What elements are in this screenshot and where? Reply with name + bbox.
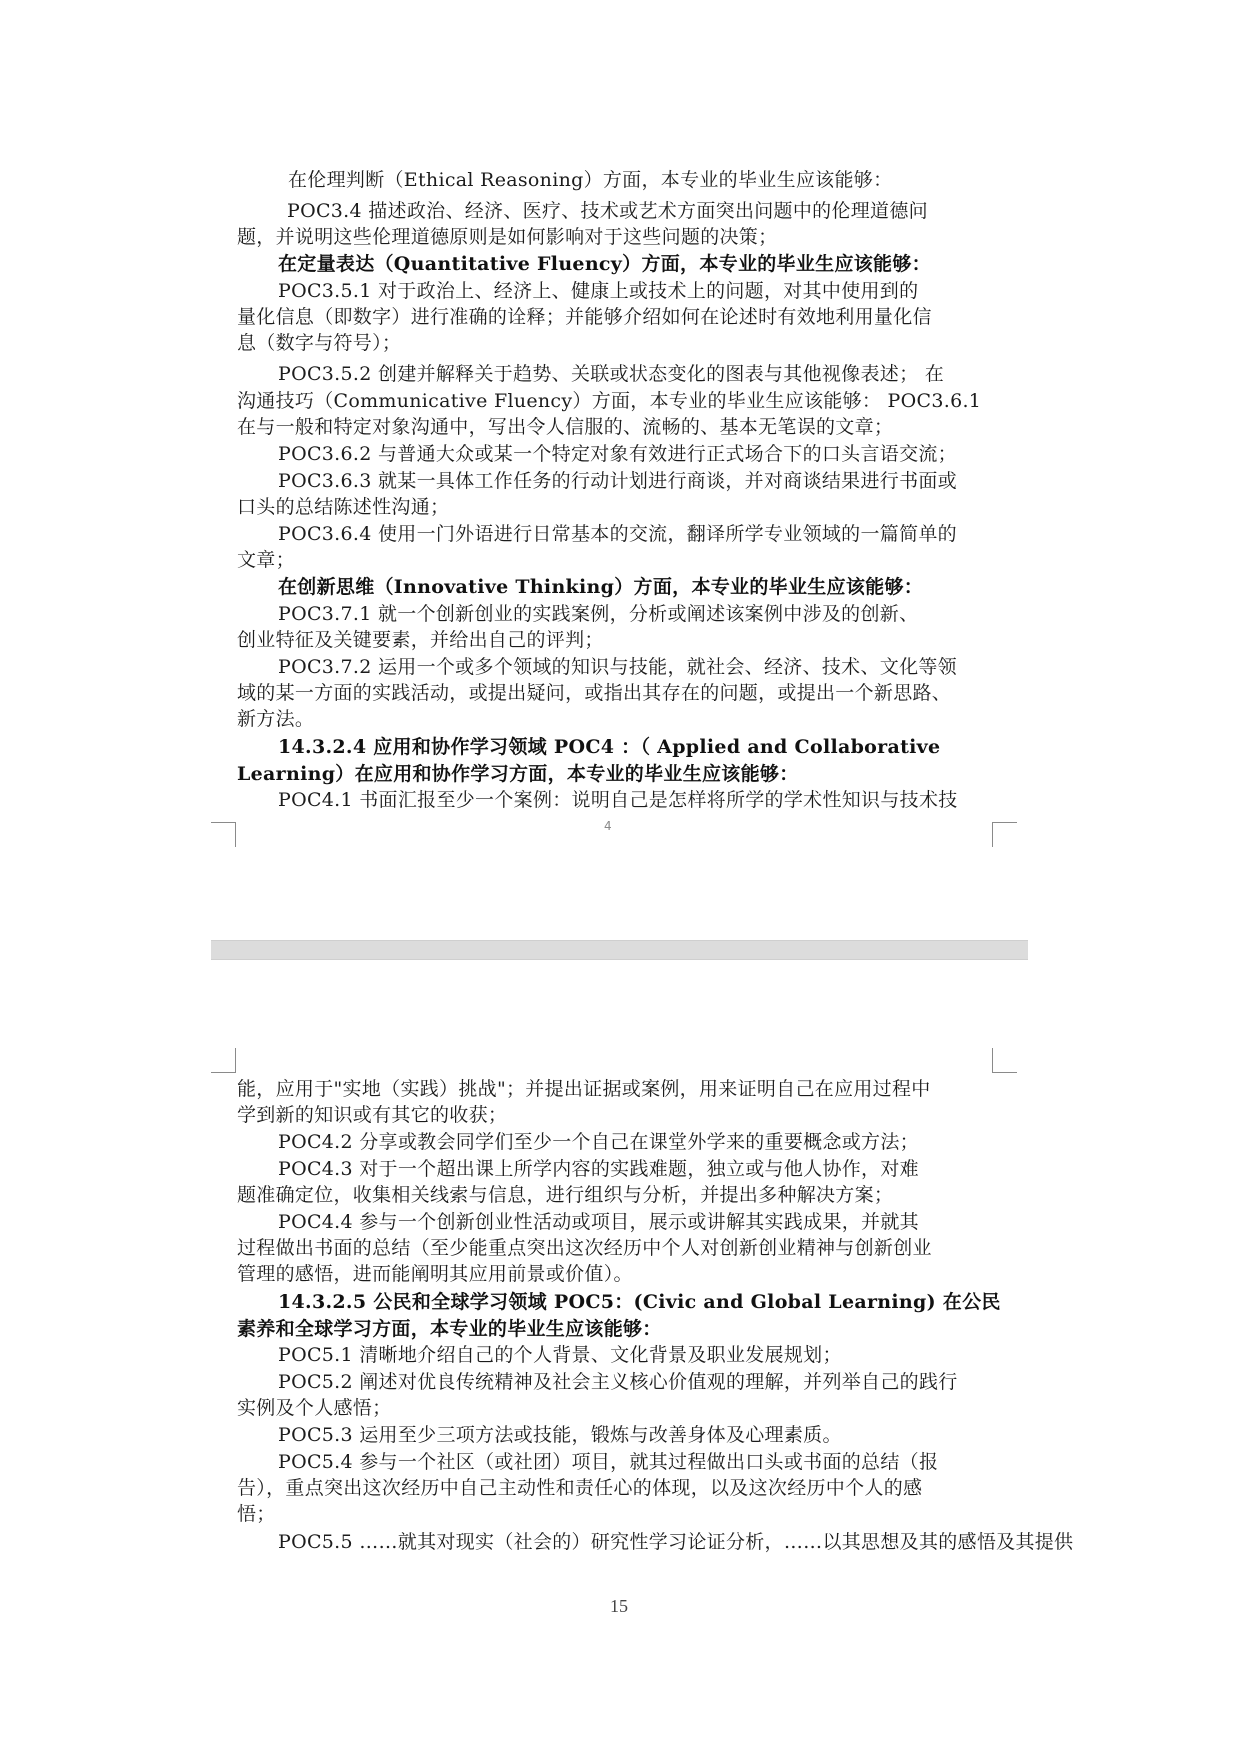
- paragraph-line: POC5.1 清晰地介绍自己的个人背景、文化背景及职业发展规划；: [278, 1344, 842, 1366]
- paragraph-line: 告），重点突出这次经历中自己主动性和责任心的体现，以及这次经历中个人的感: [237, 1477, 923, 1499]
- page-corner-mark: [211, 822, 236, 847]
- page-corner-mark: [211, 1048, 236, 1073]
- paragraph-line: 题准确定位，收集相关线索与信息，进行组织与分析，并提出多种解决方案；: [237, 1184, 894, 1206]
- cut-line: POC5.5 ……就其对现实（社会的）研究性学习论证分析，……以其思想及其的感悟及其提供: [278, 1531, 1074, 1553]
- paragraph-line: POC5.2 阐述对优良传统精神及社会主义核心价值观的理解，并列举自己的践行: [278, 1371, 958, 1393]
- section-heading: 14.3.2.4 应用和协作学习领域 POC4 ：（ Applied and Collaborative: [278, 736, 941, 758]
- page-corner-mark: [992, 822, 1017, 847]
- paragraph-line: 在与一般和特定对象沟通中，写出令人信服的、流畅的、基本无笔误的文章；: [237, 416, 894, 438]
- section-heading: 素养和全球学习方面，本专业的毕业生应该能够：: [237, 1318, 662, 1340]
- paragraph-line: 域的某一方面的实践活动，或提出疑问，或指出其存在的问题，或提出一个新思路、: [237, 682, 952, 704]
- page-number: 15: [610, 1596, 628, 1616]
- paragraph-line: 能，应用于"实地（实践）挑战"；并提出证据或案例，用来证明自己在应用过程中: [237, 1078, 931, 1100]
- paragraph-line: 实例及个人感悟；: [237, 1397, 392, 1419]
- page-number: 4: [604, 819, 612, 833]
- paragraph-line: POC3.5.1 对于政治上、经济上、健康上或技术上的问题，对其中使用到的: [278, 280, 919, 302]
- paragraph-line: POC3.5.2 创建并解释关于趋势、关联或状态变化的图表与其他视像表述； 在: [278, 363, 945, 385]
- paragraph-line: 文章；: [237, 549, 295, 571]
- cut-line: 在伦理判断（Ethical Reasoning）方面，本专业的毕业生应该能够：: [288, 169, 893, 191]
- page-corner-mark: [992, 1048, 1017, 1073]
- paragraph-line: 创业特征及关键要素，并给出自己的评判；: [237, 629, 604, 651]
- paragraph-line: POC5.3 运用至少三项方法或技能，锻炼与改善身体及心理素质。: [278, 1424, 842, 1446]
- paragraph-line: 新方法。: [237, 708, 315, 730]
- paragraph-line: 过程做出书面的总结（至少能重点突出这次经历中个人对创新创业精神与创新创业: [237, 1237, 932, 1259]
- section-heading: 14.3.2.5 公民和全球学习领域 POC5：(Civic and Global Learning) 在公民: [278, 1291, 1001, 1313]
- paragraph-line: 学到新的知识或有其它的收获；: [237, 1104, 508, 1126]
- paragraph-line: 沟通技巧（Communicative Fluency）方面，本专业的毕业生应该能够： POC3.6.1: [237, 390, 982, 412]
- paragraph-line: POC3.6.2 与普通大众或某一个特定对象有效进行正式场合下的口头言语交流；: [278, 443, 957, 465]
- paragraph-line: 量化信息（即数字）进行准确的诠释；并能够介绍如何在论述时有效地利用量化信: [237, 306, 932, 328]
- paragraph-line: POC3.7.2 运用一个或多个领域的知识与技能，就社会、经济、技术、文化等领: [278, 656, 957, 678]
- paragraph-line: POC3.6.4 使用一门外语进行日常基本的交流，翻译所学专业领域的一篇简单的: [278, 523, 957, 545]
- paragraph-line: 息（数字与符号）；: [237, 332, 402, 354]
- paragraph-line: POC3.6.3 就某一具体工作任务的行动计划进行商谈，并对商谈结果进行书面或: [278, 470, 957, 492]
- section-heading: Learning）在应用和协作学习方面，本专业的毕业生应该能够：: [237, 763, 799, 785]
- paragraph-line: POC3.7.1 就一个创新创业的实践案例，分析或阐述该案例中涉及的创新、: [278, 603, 919, 625]
- section-heading: 在定量表达（Quantitative Fluency）方面，本专业的毕业生应该能够：: [278, 253, 931, 275]
- paragraph-line: 管理的感悟，进而能阐明其应用前景或价值）。: [237, 1263, 633, 1285]
- section-heading: 在创新思维（Innovative Thinking）方面，本专业的毕业生应该能够：: [278, 576, 924, 598]
- page-gap: [211, 940, 1028, 960]
- paragraph-line: 口头的总结陈述性沟通；: [237, 496, 450, 518]
- paragraph-line: POC4.3 对于一个超出课上所学内容的实践难题，独立或与他人协作，对难: [278, 1158, 919, 1180]
- paragraph-line: POC4.4 参与一个创新创业性活动或项目，展示或讲解其实践成果，并就其: [278, 1211, 919, 1233]
- paragraph-line: POC4.1 书面汇报至少一个案例：说明自己是怎样将所学的学术性知识与技术技: [278, 789, 958, 811]
- paragraph-line: 题，并说明这些伦理道德原则是如何影响对于这些问题的决策；: [237, 226, 778, 248]
- paragraph-line: POC4.2 分享或教会同学们至少一个自己在课堂外学来的重要概念或方法；: [278, 1131, 919, 1153]
- paragraph-line: POC3.4 描述政治、经济、医疗、技术或艺术方面突出问题中的伦理道德问: [287, 200, 928, 222]
- paragraph-line: 悟；: [237, 1503, 276, 1525]
- paragraph-line: POC5.4 参与一个社区（或社团）项目，就其过程做出口头或书面的总结（报: [278, 1451, 939, 1473]
